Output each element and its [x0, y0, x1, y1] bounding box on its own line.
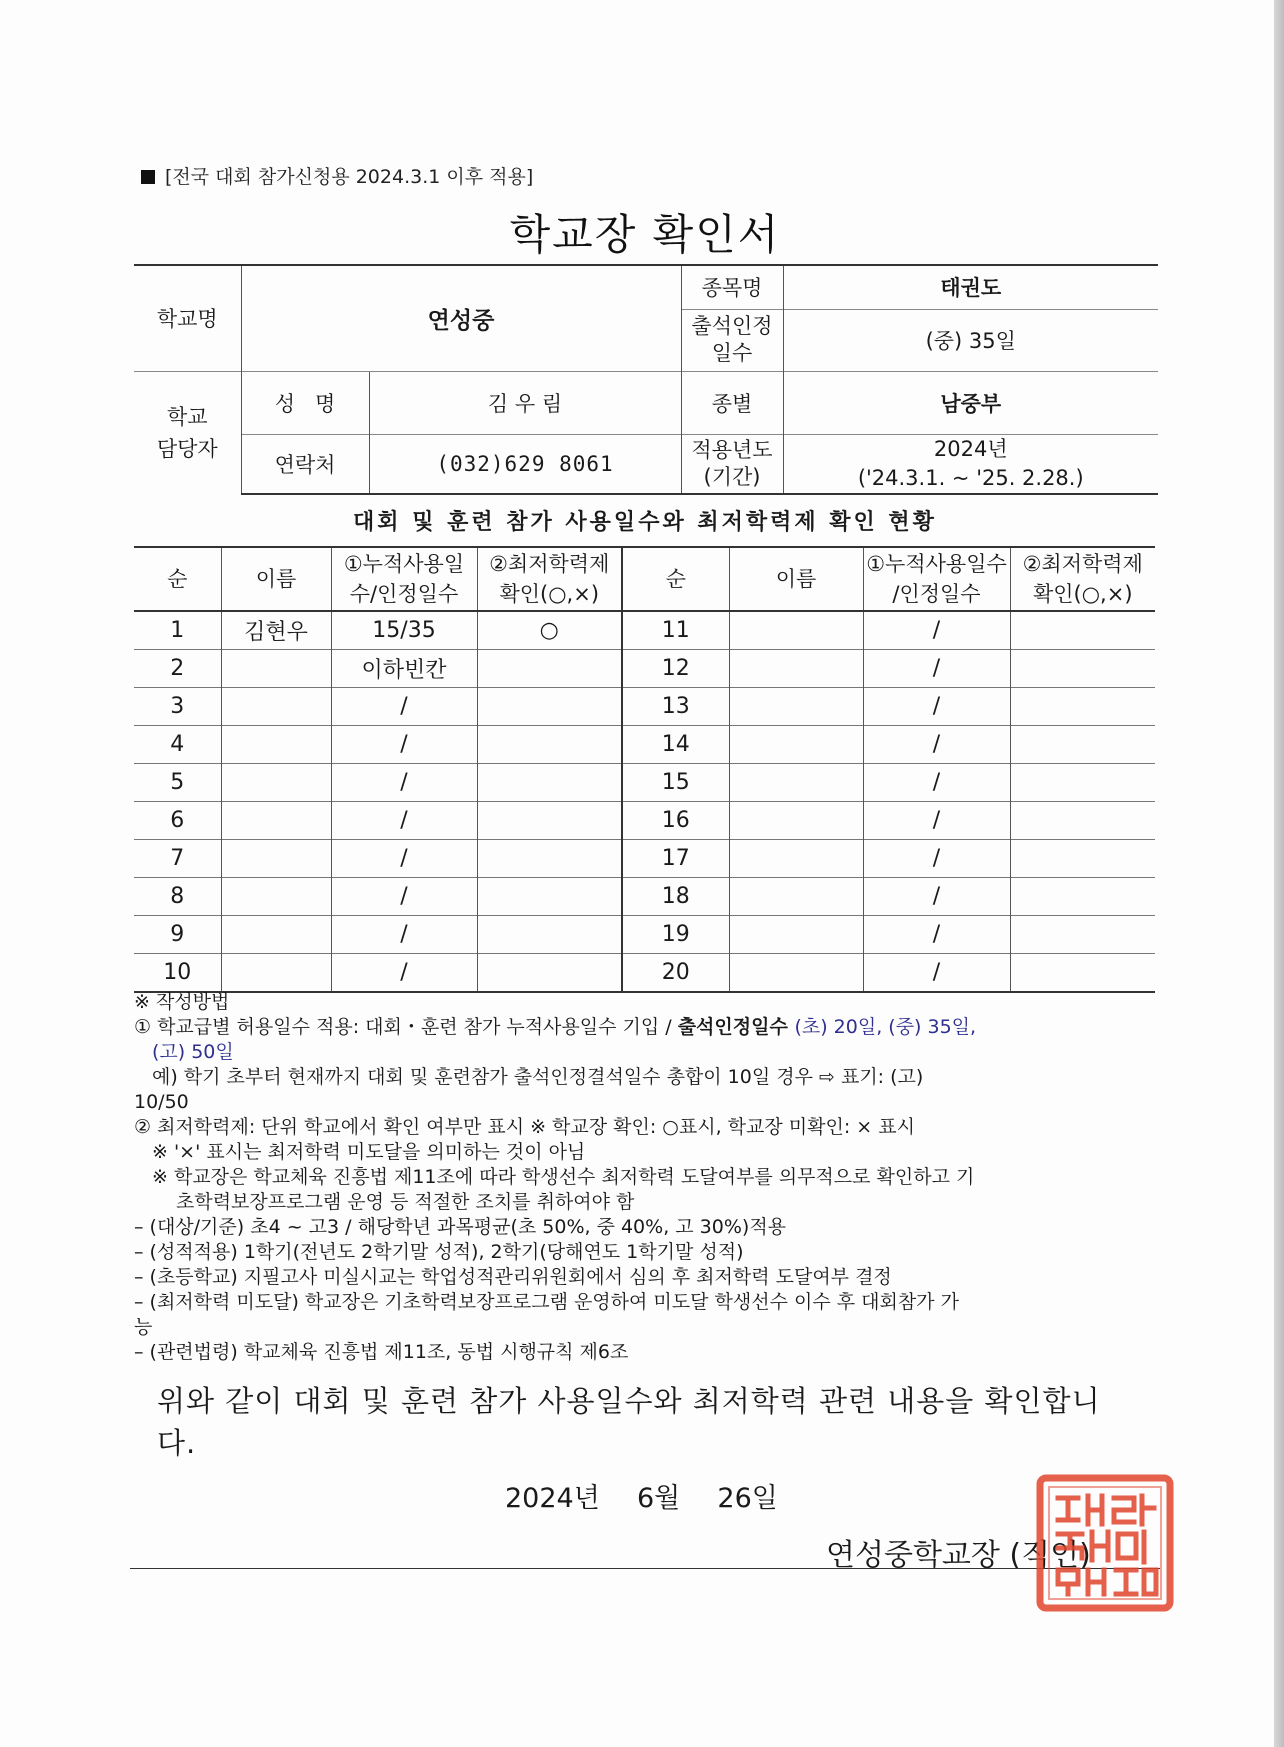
cell-name-r	[729, 916, 863, 954]
cell-days-r: /	[863, 802, 1010, 840]
cell-no: 3	[134, 688, 221, 726]
cell-check-r	[1010, 916, 1155, 954]
detail-4: – (최저학력 미도달) 학교장은 기초학력보장프로그램 운영하여 미도달 학생선수 이수 후 대회참가 가	[134, 1291, 959, 1313]
header-check: ②최저학력제 확인(○,×)	[477, 547, 622, 611]
cell-no: 9	[134, 916, 221, 954]
note-1-example-cont: 10/50	[134, 1091, 189, 1113]
year-label: 적용년도 (기간)	[681, 434, 783, 494]
cell-check	[477, 916, 622, 954]
division-label: 종별	[681, 371, 783, 434]
table-row	[134, 802, 1155, 840]
header-days-right: ①누적사용일수 /인정일수	[863, 547, 1010, 611]
cell-days-r: /	[863, 954, 1010, 993]
table-row	[134, 954, 1155, 993]
cell-name-r	[729, 611, 863, 650]
school-value: 연성중	[241, 265, 681, 371]
cell-check	[477, 878, 622, 916]
status-table	[134, 546, 1155, 993]
square-bullet-icon	[141, 170, 155, 184]
header-name-right: 이름	[729, 547, 863, 611]
cell-check	[477, 650, 622, 688]
cell-no-r: 16	[622, 802, 729, 840]
sport-label: 종목명	[681, 265, 783, 309]
cell-no: 4	[134, 726, 221, 764]
principal-signature: 연성중학교장 (직인)	[826, 1538, 1091, 1573]
school-label: 학교명	[134, 265, 241, 371]
cell-days-r: /	[863, 764, 1010, 802]
detail-1: – (대상/기준) 초4 ~ 고3 / 해당학년 과목평균(초 50%, 중 40%, 고 30%)적용	[134, 1216, 787, 1238]
cell-name-r	[729, 954, 863, 993]
cell-no: 5	[134, 764, 221, 802]
writing-instructions	[134, 990, 1154, 1365]
cell-check-r	[1010, 802, 1155, 840]
cell-no-r: 20	[622, 954, 729, 993]
cell-check-r	[1010, 688, 1155, 726]
table-row	[134, 688, 1155, 726]
cell-days: /	[331, 688, 477, 726]
cell-days: /	[331, 954, 477, 993]
year-value: 2024년 ('24.3.1. ~ '25. 2.28.)	[783, 434, 1158, 494]
issue-date: 2024년 6월 26일	[505, 1483, 778, 1514]
cell-days: /	[331, 878, 477, 916]
table-row	[134, 611, 1155, 650]
cell-no-r: 12	[622, 650, 729, 688]
section-title: 대회 및 훈련 참가 사용일수와 최저학력제 확인 현황	[353, 510, 937, 535]
cell-name: 김현우	[221, 611, 331, 650]
cell-days: /	[331, 764, 477, 802]
cell-days-r: /	[863, 611, 1010, 650]
manager-label: 학교 담당자	[134, 371, 241, 494]
bottom-rule	[130, 1568, 1160, 1569]
header-no: 순	[134, 547, 221, 611]
cell-check-r	[1010, 840, 1155, 878]
cell-name	[221, 954, 331, 993]
name-label: 성 명	[241, 371, 369, 434]
attendance-label: 출석인정 일수	[681, 309, 783, 371]
cell-check	[477, 840, 622, 878]
cell-no: 7	[134, 840, 221, 878]
cell-name-r	[729, 726, 863, 764]
header-name: 이름	[221, 547, 331, 611]
official-seal-icon	[1036, 1474, 1174, 1612]
cell-name	[221, 650, 331, 688]
cell-check-r	[1010, 764, 1155, 802]
cell-check	[477, 726, 622, 764]
table-row	[134, 650, 1155, 688]
cell-no: 6	[134, 802, 221, 840]
cell-name-r	[729, 840, 863, 878]
cell-check	[477, 764, 622, 802]
note-2: ② 최저학력제: 단위 학교에서 확인 여부만 표시 ※ 학교장 확인: ○표시, 학교장 미확인: × 표시	[134, 1116, 915, 1138]
attendance-value: (중) 35일	[783, 309, 1158, 371]
cell-days: /	[331, 726, 477, 764]
cell-days-r: /	[863, 688, 1010, 726]
sport-value: 태권도	[783, 265, 1158, 309]
cell-no-r: 15	[622, 764, 729, 802]
detail-2: – (성적적용) 1학기(전년도 2학기말 성적), 2학기(당해연도 1학기말 성적)	[134, 1241, 744, 1263]
cell-check-r	[1010, 954, 1155, 993]
cell-days: /	[331, 802, 477, 840]
cell-days: 이하빈칸	[331, 650, 477, 688]
detail-3: – (초등학교) 지필고사 미실시교는 학업성적관리위원회에서 심의 후 최저학력 도달여부 결정	[134, 1266, 892, 1288]
cell-name	[221, 688, 331, 726]
document-title: 학교장 확인서	[509, 210, 781, 259]
division-value: 남중부	[783, 371, 1158, 434]
cell-days: /	[331, 840, 477, 878]
cell-no: 2	[134, 650, 221, 688]
table-row	[134, 916, 1155, 954]
cell-check-r	[1010, 611, 1155, 650]
cell-days-r: /	[863, 840, 1010, 878]
status-header-row	[134, 547, 1155, 611]
cell-name	[221, 878, 331, 916]
cell-no-r: 18	[622, 878, 729, 916]
cell-no-r: 13	[622, 688, 729, 726]
table-row	[134, 840, 1155, 878]
cell-days-r: /	[863, 916, 1010, 954]
note-1-example: 예) 학기 초부터 현재까지 대회 및 훈련참가 출석인정결석일수 총합이 10일 경우 ⇨ 표기: (고)	[152, 1066, 924, 1088]
note-1: ① 학교급별 허용일수 적용: 대회・훈련 참가 누적사용일수 기입 / 출석인정일수 (초) 20일, (중) 35일,	[134, 1016, 977, 1038]
cell-no: 1	[134, 611, 221, 650]
cell-no-r: 17	[622, 840, 729, 878]
cell-no-r: 11	[622, 611, 729, 650]
cell-no: 10	[134, 954, 221, 993]
cell-name-r	[729, 878, 863, 916]
note-2-b-cont: 초학력보장프로그램 운영 등 적절한 조치를 취하여야 함	[176, 1191, 635, 1213]
cell-name	[221, 802, 331, 840]
note-1-cont: (고) 50일	[152, 1041, 234, 1063]
cell-check-r	[1010, 650, 1155, 688]
note-2-a: ※ '×' 표시는 최저학력 미도달을 의미하는 것이 아님	[152, 1141, 586, 1163]
cell-name	[221, 764, 331, 802]
page-edge	[1274, 0, 1284, 1747]
table-row	[134, 878, 1155, 916]
detail-5: – (관련법령) 학교체육 진흥법 제11조, 동법 시행규칙 제6조	[134, 1341, 629, 1363]
cell-check	[477, 954, 622, 993]
cell-name-r	[729, 764, 863, 802]
cell-no-r: 14	[622, 726, 729, 764]
table-row	[134, 764, 1155, 802]
cell-name	[221, 726, 331, 764]
confirmation-statement: 위와 같이 대회 및 훈련 참가 사용일수와 최저학력 관련 내용을 확인합니다.	[157, 1384, 1101, 1460]
header-days: ①누적사용일 수/인정일수	[331, 547, 477, 611]
info-table	[134, 264, 1158, 495]
cell-days: 15/35	[331, 611, 477, 650]
cell-check: ○	[477, 611, 622, 650]
cell-check-r	[1010, 726, 1155, 764]
cell-days-r: /	[863, 650, 1010, 688]
cell-name-r	[729, 688, 863, 726]
header-no-right: 순	[622, 547, 729, 611]
cell-name	[221, 840, 331, 878]
cell-days-r: /	[863, 878, 1010, 916]
name-value: 김 우 림	[369, 371, 681, 434]
cell-check	[477, 688, 622, 726]
cell-name	[221, 916, 331, 954]
cell-name-r	[729, 650, 863, 688]
cell-days-r: /	[863, 726, 1010, 764]
cell-check	[477, 802, 622, 840]
cell-no: 8	[134, 878, 221, 916]
header-check-right: ②최저학력제 확인(○,×)	[1010, 547, 1155, 611]
detail-4-cont: 능	[134, 1316, 153, 1338]
table-row	[134, 726, 1155, 764]
cell-name-r	[729, 802, 863, 840]
cell-no-r: 19	[622, 916, 729, 954]
contact-label: 연락처	[241, 434, 369, 494]
header-note: [전국 대회 참가신청용 2024.3.1 이후 적용]	[141, 162, 533, 189]
notes-heading: ※ 작성방법	[134, 991, 230, 1013]
cell-check-r	[1010, 878, 1155, 916]
note-2-b: ※ 학교장은 학교체육 진흥법 제11조에 따라 학생선수 최저학력 도달여부를 의무적으로 확인하고 기	[152, 1166, 975, 1188]
cell-days: /	[331, 916, 477, 954]
contact-value: (032)629 8061	[369, 434, 681, 494]
